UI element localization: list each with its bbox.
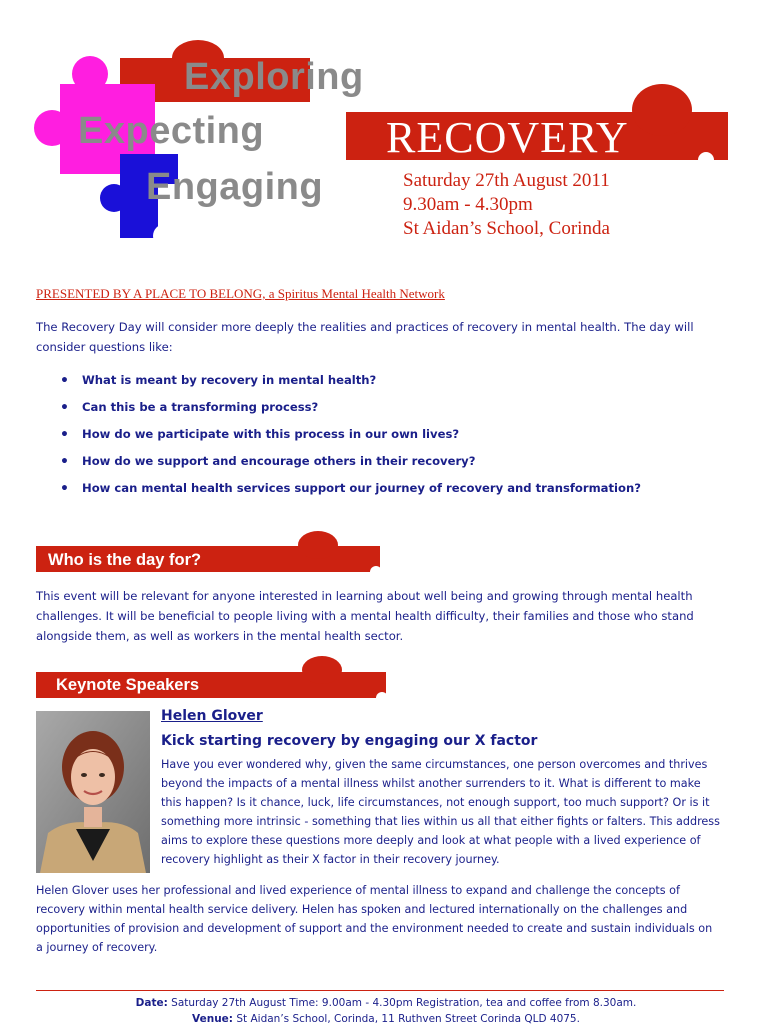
list-item bbox=[36, 451, 726, 478]
footer-venue-label: Venue: bbox=[192, 1013, 233, 1025]
question-text: How do we support and encourage others in their recovery? bbox=[82, 454, 476, 468]
bullet-icon: • bbox=[60, 481, 69, 497]
event-place: St Aidan’s School, Corinda bbox=[403, 218, 610, 239]
question-text: What is meant by recovery in mental health? bbox=[82, 373, 377, 387]
list-item bbox=[36, 424, 726, 451]
question-list bbox=[36, 370, 726, 505]
presented-by: PRESENTED BY A PLACE TO BELONG, a Spiritus Mental Health Network bbox=[36, 286, 445, 301]
talk-abstract: Have you ever wondered why, given the same circumstances, one person overcomes and thrives beyond the impacts of a mental illness whilst another surrenders to it. What is different to make this happen? Is it chance, luck, life circumstances, not enough support, too much support? Or is it something more intrinsic - something that lies within us all that either fights or falters. This address aims to explore these questions more deeply and look at what people with a lived experience of recovery highlight as their X factor in their recovery journey. bbox=[161, 758, 720, 866]
speaker-name: Helen Glover bbox=[161, 708, 263, 724]
footer-rule bbox=[36, 990, 724, 991]
speaker-photo bbox=[36, 711, 150, 873]
word-engaging: Engaging bbox=[146, 166, 324, 208]
who-heading: Who is the day for? bbox=[48, 551, 202, 569]
intro-text: The Recovery Day will consider more deeply the realities and practices of recovery in mental health. The day will consider questions like: bbox=[36, 320, 694, 354]
talk-title: Kick starting recovery by engaging our X factor bbox=[161, 733, 538, 749]
footer-date-line bbox=[36, 995, 736, 1011]
recovery-title: RECOVERY bbox=[386, 113, 629, 162]
keynote-heading: Keynote Speakers bbox=[56, 676, 200, 694]
list-item bbox=[36, 478, 726, 505]
event-date: Saturday 27th August 2011 bbox=[403, 170, 610, 191]
event-time: 9.30am - 4.30pm bbox=[403, 194, 533, 215]
list-item bbox=[36, 370, 726, 397]
word-exploring: Exploring bbox=[184, 56, 364, 98]
footer-date-label: Date: bbox=[135, 997, 168, 1009]
bullet-icon: • bbox=[60, 427, 69, 443]
word-expecting: Expecting bbox=[78, 110, 265, 152]
bullet-icon: • bbox=[60, 373, 69, 389]
bullet-icon: • bbox=[60, 454, 69, 470]
question-text: Can this be a transforming process? bbox=[82, 400, 319, 414]
footer-date-text: Saturday 27th August Time: 9.00am - 4.30pm Registration, tea and coffee from 8.30am. bbox=[171, 997, 637, 1009]
footer-venue-text: St Aidan’s School, Corinda, 11 Ruthven Street Corinda QLD 4075. bbox=[236, 1013, 580, 1025]
who-text: This event will be relevant for anyone interested in learning about well being and growing through mental health challenges. It will be beneficial to people living with a mental health difficulty, their families and those who stand alongside them, as well as workers in the mental health sector. bbox=[36, 589, 694, 643]
list-item bbox=[36, 397, 726, 424]
footer-info bbox=[36, 995, 736, 1027]
footer-venue-line bbox=[36, 1011, 736, 1027]
question-text: How can mental health services support our journey of recovery and transformation? bbox=[82, 481, 641, 495]
speaker-bio: Helen Glover uses her professional and lived experience of mental illness to expand and challenge the concepts of recovery within mental health service delivery. Helen has spoken and lectured internationally on the challenges and opportunities of provision and development of support and the environment needed to create and sustain individuals on a journey of recovery. bbox=[36, 884, 713, 954]
question-text: How do we participate with this process in our own lives? bbox=[82, 427, 460, 441]
bullet-icon: • bbox=[60, 400, 69, 416]
